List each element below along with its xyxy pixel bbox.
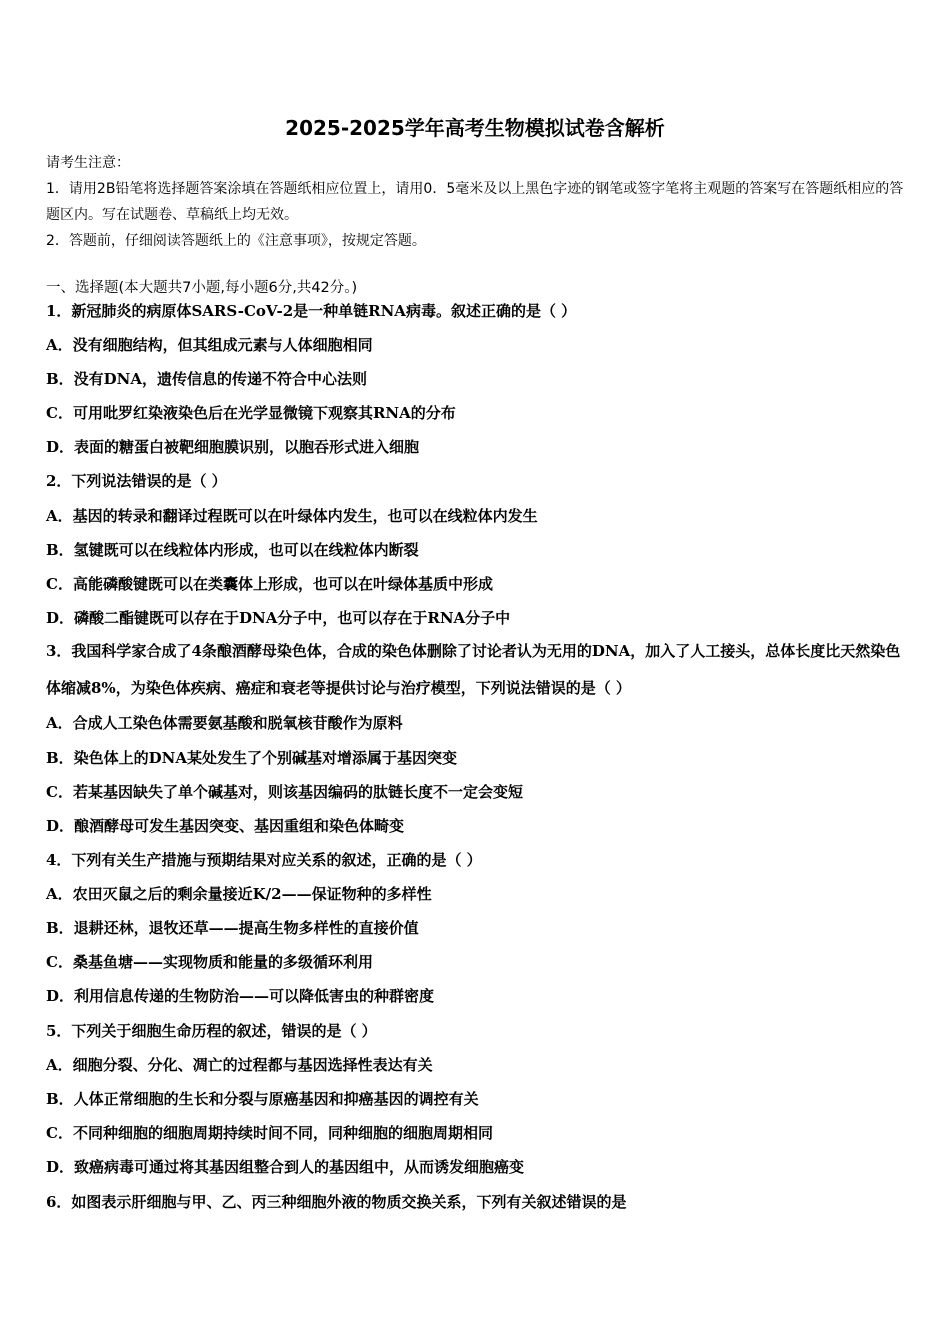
question-4-option-c: C．桑基鱼塘——实现物质和能量的多级循环利用: [46, 953, 373, 971]
question-2-option-b: B．氢键既可以在线粒体内形成，也可以在线粒体内断裂: [46, 541, 419, 559]
question-1-option-a: A．没有细胞结构，但其组成元素与人体细胞相同: [46, 336, 373, 354]
question-2-option-a: A．基因的转录和翻译过程既可以在叶绿体内发生，也可以在线粒体内发生: [46, 507, 538, 525]
question-6-stem: 6．如图表示肝细胞与甲、乙、丙三种细胞外液的物质交换关系，下列有关叙述错误的是: [46, 1193, 627, 1211]
question-1-option-c: C．可用吡罗红染液染色后在光学显微镜下观察其RNA的分布: [46, 404, 456, 422]
question-5-option-a: A．细胞分裂、分化、凋亡的过程都与基因选择性表达有关: [46, 1056, 433, 1074]
question-5-option-c: C．不同种细胞的细胞周期持续时间不同，同种细胞的细胞周期相同: [46, 1124, 493, 1142]
question-3-option-c: C．若某基因缺失了单个碱基对，则该基因编码的肽链长度不一定会变短: [46, 783, 523, 801]
question-2-stem: 2．下列说法错误的是（ ）: [46, 472, 227, 490]
question-5-stem: 5．下列关于细胞生命历程的叙述，错误的是（ ）: [46, 1022, 377, 1040]
question-5-option-b: B．人体正常细胞的生长和分裂与原癌基因和抑癌基因的调控有关: [46, 1090, 479, 1108]
question-4-option-b: B．退耕还林，退牧还草——提高生物多样性的直接价值: [46, 919, 419, 937]
question-4-stem: 4．下列有关生产措施与预期结果对应关系的叙述，正确的是（ ）: [46, 851, 482, 869]
question-4-option-a: A．农田灭鼠之后的剩余量接近K/2——保证物种的多样性: [46, 885, 432, 903]
question-3-option-b: B．染色体上的DNA某处发生了个别碱基对增添属于基因突变: [46, 749, 458, 767]
question-1-option-d: D．表面的糖蛋白被靶细胞膜识别，以胞吞形式进入细胞: [46, 438, 420, 456]
question-1-option-b: B．没有DNA，遗传信息的传递不符合中心法则: [46, 370, 368, 388]
question-1-stem: 1．新冠肺炎的病原体SARS-CoV-2是一种单链RNA病毒。叙述正确的是（ ）: [46, 302, 577, 320]
question-5-option-d: D．致癌病毒可通过将其基因组整合到人的基因组中，从而诱发细胞癌变: [46, 1158, 525, 1176]
notice-item-1: 1．请用2B铅笔将选择题答案涂填在答题纸相应位置上，请用0．5毫米及以上黑色字迹的钢笔或签字笔将主观题的答案写在答题纸相应的答题区内。写在试题卷、草稿纸上均无效。: [46, 181, 904, 223]
question-3-option-a: A．合成人工染色体需要氨基酸和脱氧核苷酸作为原料: [46, 714, 403, 732]
question-3-stem: 3．我国科学家合成了4条酿酒酵母染色体，合成的染色体删除了讨论者认为无用的DNA，加入了人工接头，总体长度比天然染色体缩减8%，为染色体疾病、癌症和衰老等提供讨论与治疗模型，下列说法错误的是（ ）: [46, 642, 901, 697]
notice-heading: 请考生注意：: [46, 155, 130, 171]
question-3-option-d: D．酿酒酵母可发生基因突变、基因重组和染色体畸变: [46, 817, 405, 835]
page-title: 2025-2025学年高考生物模拟试卷含解析: [285, 116, 665, 140]
question-2-option-d: D．磷酸二酯键既可以存在于DNA分子中，也可以存在于RNA分子中: [46, 609, 511, 627]
question-4-option-d: D．利用信息传递的生物防治——可以降低害虫的种群密度: [46, 987, 435, 1005]
notice-item-2: 2．答题前，仔细阅读答题纸上的《注意事项》，按规定答题。: [46, 233, 426, 249]
section-heading: 一、选择题(本大题共7小题,每小题6分,共42分。): [46, 280, 358, 296]
question-2-option-c: C．高能磷酸键既可以在类囊体上形成，也可以在叶绿体基质中形成: [46, 575, 493, 593]
